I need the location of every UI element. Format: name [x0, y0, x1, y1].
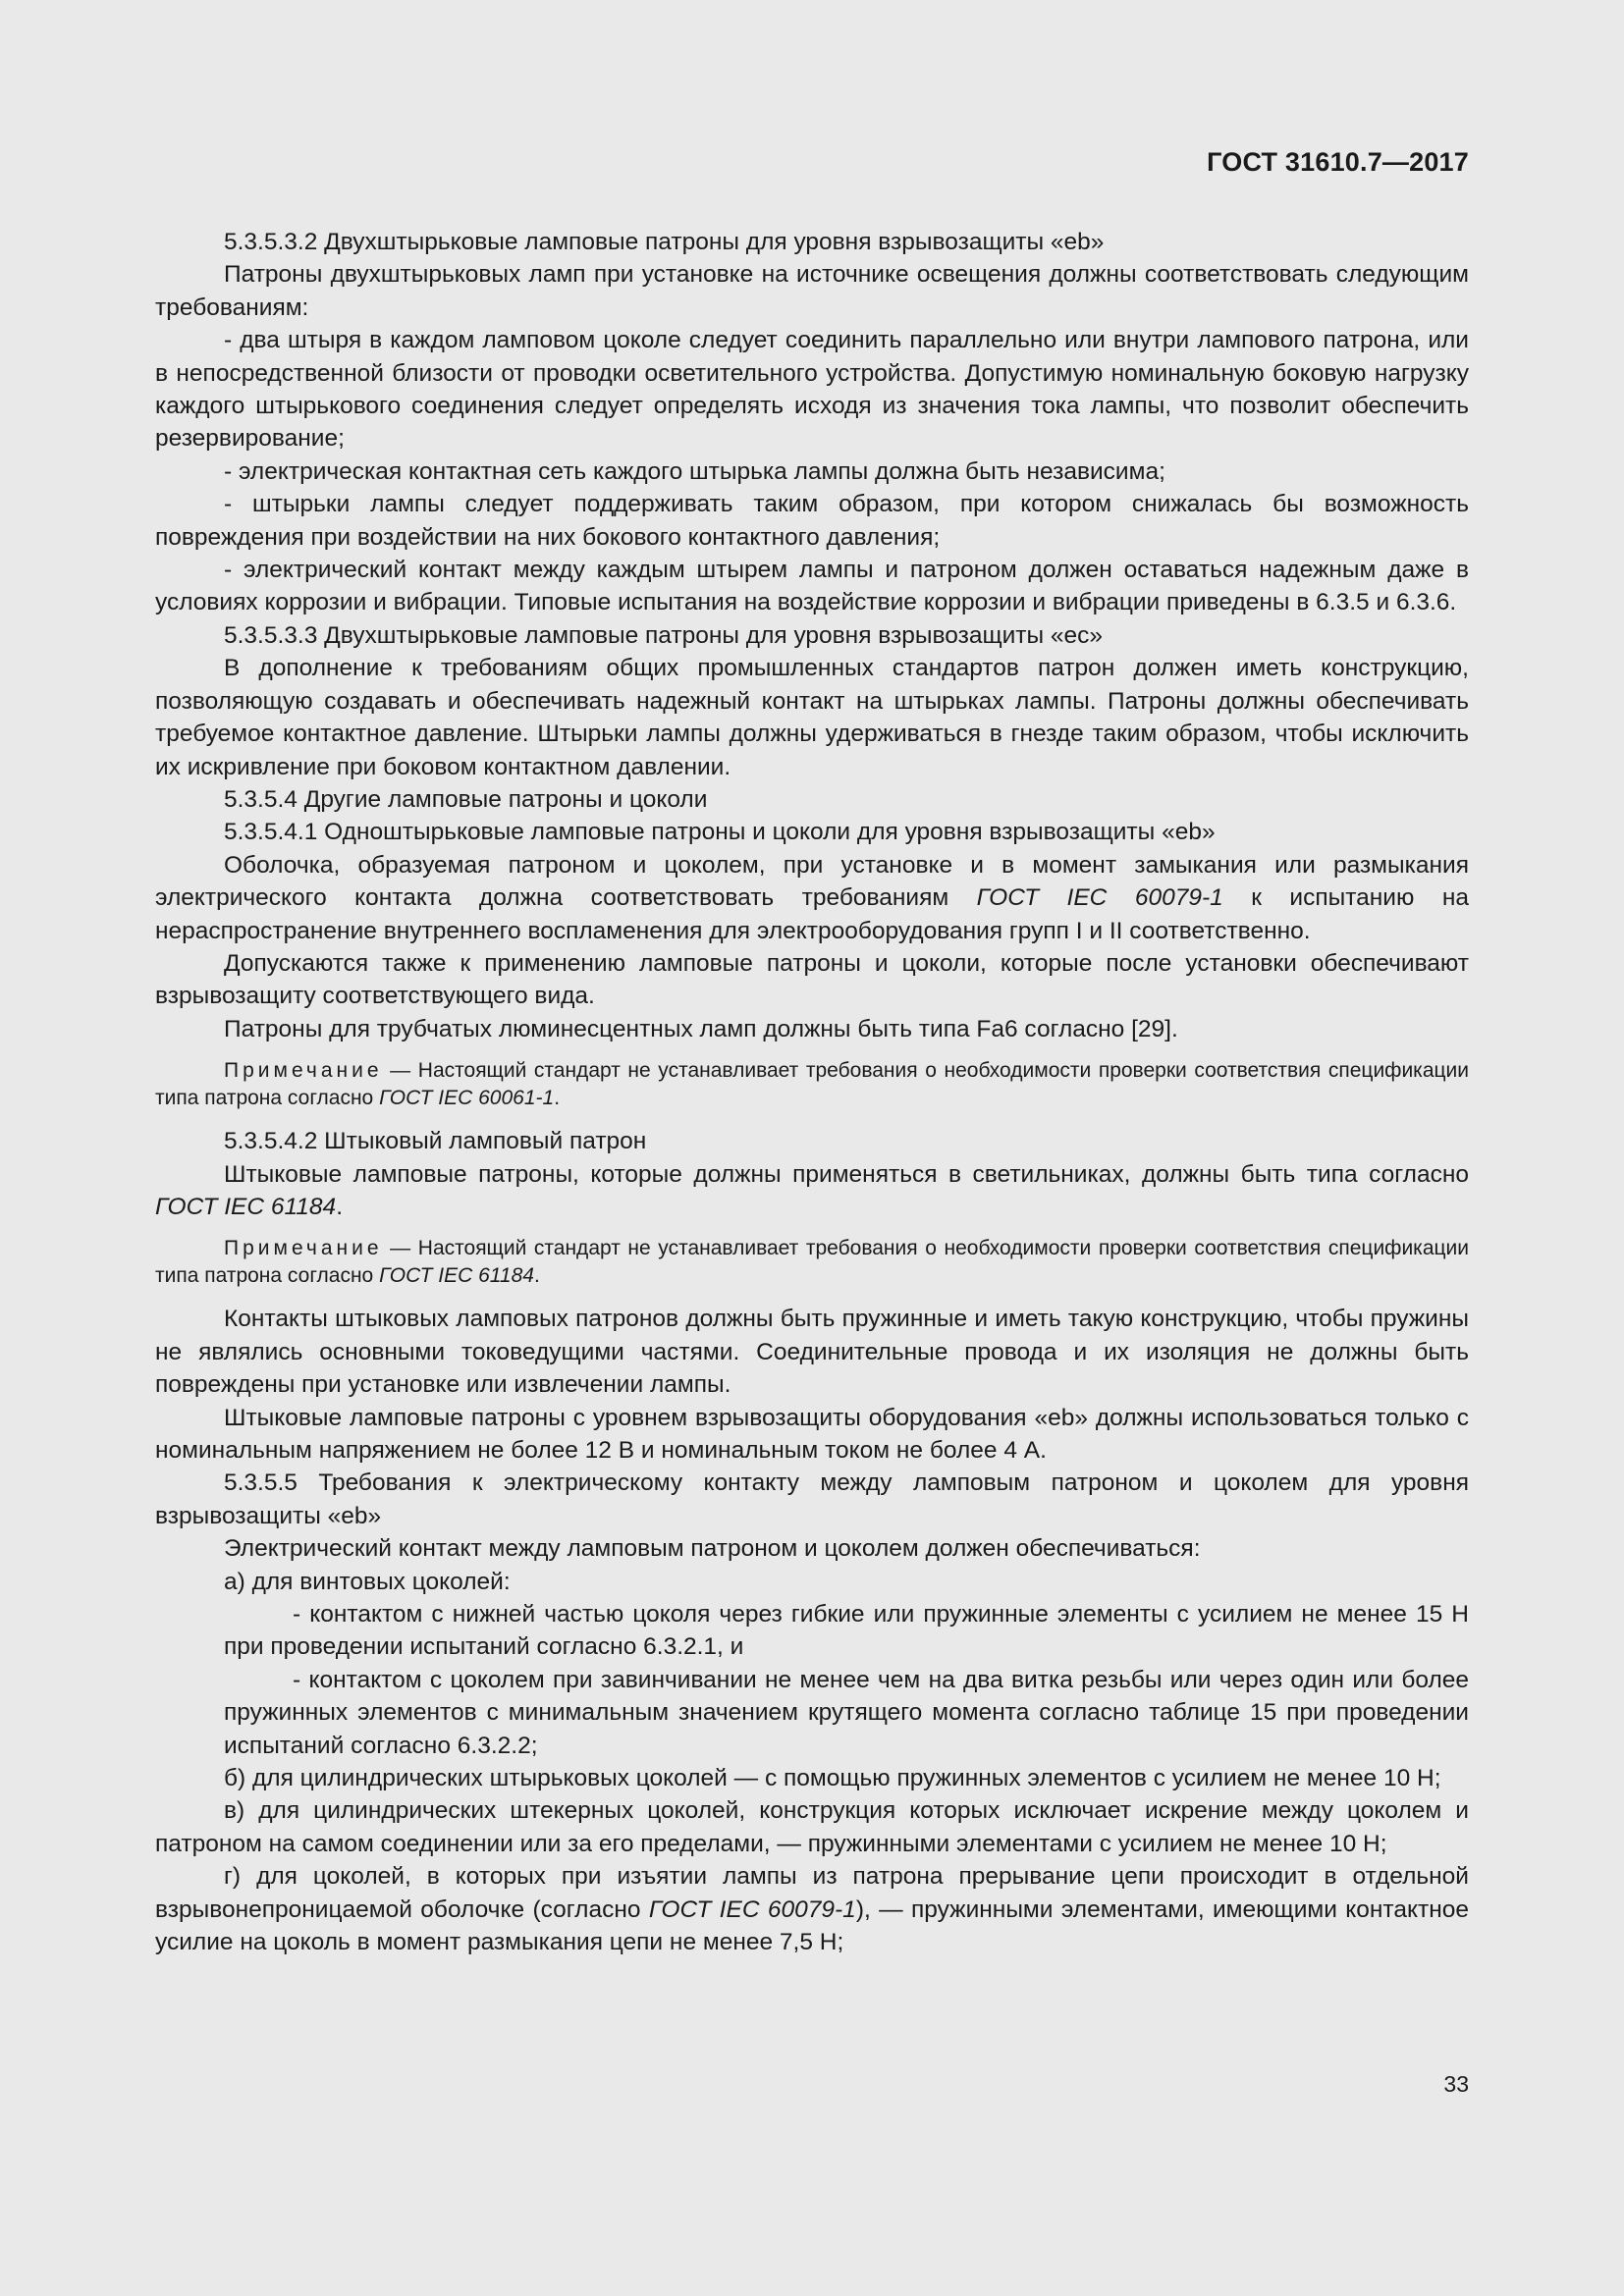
clause-5-3-5-3-2-title: 5.3.5.3.2 Двухштырьковые ламповые патроны для уровня взрывозащиты «eb»: [224, 229, 1105, 255]
note-text: Настоящий стандарт не устанавливает требования о необходимости проверки соответствия спецификации типа патрона согласно: [155, 1237, 1470, 1288]
clause-5-3-5-4-title: 5.3.5.4 Другие ламповые патроны и цоколи: [224, 785, 708, 813]
page-number: 33: [1443, 2071, 1469, 2097]
sub-list-item: - контактом с цоколем при завинчивании не менее чем на два витка резьбы или через один или более пружинных элементов с минимальным значением крутящего момента согласно таблице 15 при проведении испытаний согласно 6.3.2.2;: [224, 1666, 1469, 1759]
text-run: .: [336, 1193, 343, 1220]
note-dash: —: [382, 1237, 418, 1260]
note-label: Примечание: [224, 1237, 383, 1260]
paragraph: Патроны для трубчатых люминесцентных ламп должны быть типа Fa6 согласно [29].: [224, 1015, 1178, 1042]
list-item: а) для винтовых цоколей:: [224, 1568, 511, 1595]
standard-header: ГОСТ 31610.7—2017: [1207, 147, 1469, 177]
paragraph: В дополнение к требованиям общих промышленных стандартов патрон должен иметь конструкцию, позволяющую создавать и обеспечивать надежный контакт на штырьках лампы. Патроны должны обеспечивать требуемое контактное давление. Штырьки лампы должны удерживаться в гнезде таким образом, чтобы исключить их искривление при боковом контактном давлении.: [155, 655, 1469, 780]
paragraph: Электрический контакт между ламповым патроном и цоколем должен обеспечиваться:: [224, 1535, 1201, 1563]
list-item: - два штыря в каждом ламповом цоколе следует соединить параллельно или внутри лампового патрона, или в непосредственной близости от проводки осветительного устройства. Допустимую номинальную боковую нагрузку каждого штырькового соединения следует определять исходя из значения тока лампы, что позволит обеспечить резервирование;: [155, 327, 1469, 453]
list-item: - штырьки лампы следует поддерживать таким образом, при котором снижалась бы возможность повреждения при воздействии на них бокового контактного давления;: [155, 491, 1469, 551]
document-body: [155, 226, 1469, 1959]
standard-reference: ГОСТ IEC 60079-1: [976, 884, 1223, 912]
note-text: Настоящий стандарт не устанавливает требования о необходимости проверки соответствия спецификации типа патрона согласно: [155, 1059, 1470, 1110]
clause-5-3-5-4-1-title: 5.3.5.4.1 Одноштырьковые ламповые патроны и цоколи для уровня взрывозащиты «eb»: [224, 819, 1216, 846]
text-run: к испытанию на нераспространение внутреннего воспламенения для электрооборудования групп I и II соответственно.: [155, 884, 1469, 944]
note-end: .: [554, 1087, 561, 1110]
note-label: Примечание: [224, 1059, 383, 1083]
text-run: Штыковые ламповые патроны, которые должны применяться в светильниках, должны быть типа согласно: [224, 1160, 1469, 1188]
note: [155, 1057, 1469, 1112]
paragraph: Допускаются также к применению ламповые патроны и цоколи, которые после установки обеспечивают взрывозащиту соответствующего вида.: [155, 949, 1469, 1010]
text-run: г) для цоколей, в которых при изъятии лампы из патрона прерывание цепи происходит в отдельной взрывонепроницаемой оболочке (согласно: [155, 1863, 1469, 1923]
paragraph: Патроны двухштырьковых ламп при установке на источнике освещения должны соответствовать следующим требованиям:: [155, 261, 1469, 321]
paragraph: [155, 1158, 1469, 1224]
list-item: в) для цилиндрических штекерных цоколей, конструкция которых исключает искрение между цоколем и патроном на самом соединении или за его пределами, — пружинными элементами с усилием не менее 10 Н;: [155, 1797, 1469, 1857]
text-run: ), — пружинными элементами, имеющими контактное усилие на цоколь в момент размыкания цепи не менее 7,5 Н;: [155, 1896, 1469, 1956]
paragraph: Штыковые ламповые патроны с уровнем взрывозащиты оборудования «eb» должны использоваться только с номинальным напряжением не более 12 В и номинальным током не более 4 А.: [155, 1404, 1469, 1464]
list-item: - электрическая контактная сеть каждого штырька лампы должна быть независима;: [224, 457, 1165, 485]
list-item: - электрический контакт между каждым штырем лампы и патроном должен оставаться надежным даже в условиях коррозии и вибрации. Типовые испытания на воздействие коррозии и вибрации приведены в 6.3.5 и 6.3.6.: [155, 557, 1469, 616]
list-item: [155, 1860, 1469, 1958]
text-run: Оболочка, образуемая патроном и цоколем, при установке и в момент замыкания или размыкания электрического контакта должна соответствовать требованиям: [155, 851, 1469, 912]
standard-reference: ГОСТ IEC 60079-1: [648, 1896, 856, 1923]
clause-5-3-5-3-3-title: 5.3.5.3.3 Двухштырьковые ламповые патроны для уровня взрывозащиты «ec»: [224, 621, 1104, 649]
clause-5-3-5-4-2-title: 5.3.5.4.2 Штыковый ламповый патрон: [224, 1128, 647, 1155]
clause-5-3-5-5-title: 5.3.5.5 Требования к электрическому контакту между ламповым патроном и цоколем для уровня взрывозащиты «eb»: [155, 1469, 1469, 1529]
paragraph: [155, 849, 1469, 947]
standard-reference: ГОСТ IEC 61184: [379, 1264, 534, 1288]
paragraph: Контакты штыковых ламповых патронов должны быть пружинные и иметь такую конструкцию, чтобы пружины не являлись основными токоведущими частями. Соединительные провода и их изоляция не должны быть повреждены при установке или извлечении лампы.: [155, 1306, 1469, 1399]
note-dash: —: [382, 1059, 418, 1083]
standard-reference: ГОСТ IEC 60061-1: [379, 1087, 555, 1110]
list-item: б) для цилиндрических штырьковых цоколей — с помощью пружинных элементов с усилием не менее 10 Н;: [224, 1765, 1441, 1792]
note-end: .: [533, 1264, 540, 1288]
note: [155, 1235, 1469, 1290]
standard-reference: ГОСТ IEC 61184: [155, 1193, 337, 1220]
sub-list-item: - контактом с нижней частью цоколя через гибкие или пружинные элементы с усилием не менее 15 Н при проведении испытаний согласно 6.3.2.1, и: [224, 1601, 1469, 1661]
